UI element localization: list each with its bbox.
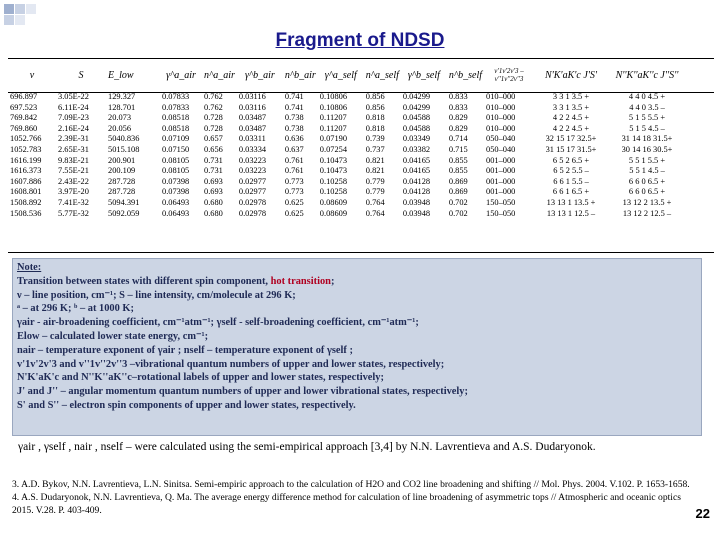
- table-cell: 7.09E-23: [58, 113, 89, 123]
- table-cell: 5 1 5 4.5 –: [629, 123, 665, 133]
- table-cell: 0.08105: [162, 166, 190, 176]
- table-cell: 0.773: [284, 187, 304, 197]
- table-cell: 5 1 5 5.5 +: [628, 113, 666, 123]
- table-cell: 128.701: [108, 102, 136, 112]
- table-cell: 1508.536: [10, 208, 42, 218]
- table-cell: 0.833: [448, 92, 468, 101]
- table-cell: 3 3 1 3.5 +: [552, 92, 590, 101]
- table-cell: 1052.766: [10, 134, 42, 144]
- table-row: [8, 134, 686, 145]
- note-line: v'1v'2v'3 and v''1v''2v''3 –vibrational quantum numbers of upper and lower states, respectively;: [17, 358, 445, 370]
- table-cell: 0.03116: [238, 92, 266, 101]
- table-bottom-rule: [8, 252, 714, 253]
- table-cell: 6.11E-24: [58, 102, 89, 112]
- table-cell: 4 2 2 4.5 +: [552, 113, 590, 123]
- table-cell: 0.07398: [162, 187, 190, 197]
- col-header: n^a_air: [204, 69, 235, 81]
- note-text: Transition between states with different spin component,: [17, 275, 271, 287]
- note-line: J' and J'' – angular momentum quantum numbers of upper and lower vibrational states, respectively;: [17, 386, 468, 398]
- table-cell: 5 5 1 5.5 +: [628, 155, 666, 165]
- table-cell: 0.06493: [162, 197, 190, 207]
- table-cell: 696.897: [10, 92, 38, 101]
- ndsd-table: [8, 58, 686, 219]
- table-cell: 0.06493: [162, 208, 190, 218]
- table-cell: 0.737: [365, 144, 385, 154]
- corner-square-decoration: [4, 15, 14, 25]
- table-cell: 0.10473: [319, 155, 347, 165]
- table-cell: 1052.783: [10, 144, 42, 154]
- col-header: ν: [29, 69, 35, 81]
- table-cell: 0.818: [365, 113, 385, 123]
- table-cell: 13 13 1 12.5 –: [546, 208, 596, 218]
- table-cell: 32 15 17 32.5+: [545, 134, 597, 144]
- table-row: [8, 177, 686, 188]
- table-cell: 0.714: [448, 134, 468, 144]
- table-cell: 0.779: [365, 176, 385, 186]
- table-row: [8, 124, 686, 135]
- col-header: v'1v'2v'3 – v''1v''2v''3: [494, 67, 524, 83]
- table-cell: 0.03223: [238, 155, 267, 165]
- col-header: E_low: [108, 69, 134, 81]
- table-cell: 4 4 0 3.5 –: [629, 102, 665, 112]
- table-cell: 0.636: [284, 134, 304, 144]
- table-cell: 0.741: [284, 92, 304, 101]
- corner-square-decoration: [15, 15, 25, 25]
- table-cell: 0.762: [204, 92, 223, 101]
- table-cell: 0.656: [204, 144, 223, 154]
- col-header: N''K''aK''c J''S'': [615, 69, 679, 81]
- table-cell: 0.04165: [402, 155, 431, 165]
- corner-square-decoration: [4, 4, 14, 14]
- table-cell: 0.07150: [162, 144, 190, 154]
- note-line: S' and S'' – electron spin components of upper and lower states, respectively.: [17, 399, 356, 411]
- table-cell: 0.10258: [319, 176, 347, 186]
- table-cell: 5040.836: [108, 134, 140, 144]
- table-cell: 0.821: [365, 166, 385, 176]
- table-cell: 0.03116: [238, 102, 266, 112]
- col-header: γ^b_air: [244, 69, 275, 81]
- table-cell: 769.860: [10, 123, 38, 133]
- table-cell: 31 15 17 31.5+: [545, 144, 597, 154]
- table-cell: 5015.108: [108, 144, 140, 154]
- table-cell: 5 5 1 4.5 –: [629, 166, 665, 176]
- table-cell: 0.07833: [162, 102, 190, 112]
- table-cell: 0.07254: [319, 144, 347, 154]
- table-cell: 0.856: [365, 92, 385, 101]
- table-cell: 13 12 2 12.5 –: [622, 208, 672, 218]
- table-cell: 6 6 0 6.5 +: [628, 176, 666, 186]
- table-cell: 0.738: [284, 123, 304, 133]
- table-cell: 0.829: [448, 123, 468, 133]
- table-cell: 6 5 2 5.5 –: [553, 166, 589, 176]
- table-cell: 0.764: [365, 208, 385, 218]
- table-cell: 3.05E-22: [58, 92, 89, 101]
- table-cell: 0.779: [365, 187, 385, 197]
- col-header: N'K'aK'c J'S': [544, 69, 598, 81]
- table-cell: 30 14 16 30.5+: [621, 144, 673, 154]
- note-line: Elow – calculated lower state energy, cm⁻¹;: [17, 330, 209, 342]
- table-cell: 6 5 2 6.5 +: [552, 155, 590, 165]
- note-heading: Note:: [17, 262, 42, 273]
- note-text: ;: [330, 275, 335, 287]
- table-cell: 287.728: [108, 176, 136, 186]
- table-cell: 0.03948: [402, 208, 431, 218]
- table-cell: 0.693: [204, 187, 223, 197]
- table-cell: 0.04299: [402, 102, 431, 112]
- table-cell: 0.869: [448, 176, 468, 186]
- table-cell: 2.65E-31: [58, 144, 89, 154]
- table-cell: 010–000: [486, 123, 516, 133]
- reference-item: 4. A.S. Dudaryonok, N.N. Lavrentieva, Q. Ma. The average energy difference method for calculation of line broadening of asymmetric tops // Atmospheric and oceanic optics 2015. V.28. P. 403-409.: [12, 492, 681, 516]
- table-cell: 5094.391: [108, 197, 140, 207]
- table-row: [8, 209, 686, 220]
- table-cell: 0.08609: [319, 208, 347, 218]
- table-cell: 0.818: [365, 123, 385, 133]
- table-cell: 0.03334: [238, 144, 267, 154]
- table-cell: 0.02978: [238, 197, 267, 207]
- table-cell: 7.41E-32: [58, 197, 89, 207]
- table-cell: 1616.373: [10, 166, 42, 176]
- table-cell: 1616.199: [10, 155, 42, 165]
- table-cell: 001–000: [486, 166, 516, 176]
- table-cell: 0.07833: [162, 92, 190, 101]
- table-cell: 0.693: [204, 176, 223, 186]
- table-cell: 7.55E-21: [58, 166, 89, 176]
- table-cell: 0.761: [284, 166, 304, 176]
- table-cell: 0.833: [448, 102, 468, 112]
- table-row: [8, 103, 686, 114]
- table-cell: 010–000: [486, 92, 516, 101]
- table-cell: 0.02977: [238, 187, 267, 197]
- table-cell: 0.702: [448, 197, 468, 207]
- table-cell: 0.762: [204, 102, 223, 112]
- table-cell: 20.056: [108, 123, 132, 133]
- table-row: [8, 166, 686, 177]
- table-cell: 20.073: [108, 113, 132, 123]
- table-cell: 200.901: [108, 155, 136, 165]
- table-cell: 200.109: [108, 166, 136, 176]
- note-box: [12, 258, 702, 436]
- note-line: [17, 275, 697, 289]
- hot-transition-label: hot transition: [270, 275, 331, 287]
- table-cell: 0.04128: [402, 176, 431, 186]
- table-cell: 31 14 18 31.5+: [621, 134, 673, 144]
- table-cell: 0.728: [204, 123, 223, 133]
- table-row: [8, 187, 686, 198]
- table-cell: 0.08518: [162, 113, 190, 123]
- table-cell: 0.702: [448, 208, 468, 218]
- table-cell: 0.625: [284, 208, 304, 218]
- table-cell: 0.03487: [238, 123, 267, 133]
- table-cell: 0.07398: [162, 176, 190, 186]
- col-header: γ^a_air: [166, 69, 196, 81]
- corner-square-decoration: [15, 4, 25, 14]
- table-cell: 0.680: [204, 197, 223, 207]
- footnote: γair , γself , nair , nself – were calculated using the semi-empirical approach [3,4] by N.N. Lavrentieva and A.S. Dudaryonok.: [18, 441, 596, 453]
- table-cell: 13 13 1 13.5 +: [546, 197, 596, 207]
- table-row: [8, 198, 686, 209]
- table-cell: 0.04588: [402, 123, 431, 133]
- page-number: 22: [695, 506, 710, 521]
- table-cell: 0.773: [284, 176, 304, 186]
- table-cell: 0.731: [204, 166, 223, 176]
- table-cell: 0.04128: [402, 187, 431, 197]
- table-cell: 0.625: [284, 197, 304, 207]
- table-cell: 6 6 1 5.5 –: [553, 176, 589, 186]
- table-cell: 001–000: [486, 187, 516, 197]
- table-cell: 2.39E-31: [58, 134, 89, 144]
- note-line: ν – line position, cm⁻¹; S – line intensity, cm/molecule at 296 K;: [17, 289, 296, 301]
- table-cell: 1508.892: [10, 197, 42, 207]
- table-cell: 13 12 2 13.5 +: [622, 197, 672, 207]
- table-cell: 129.327: [108, 92, 136, 101]
- table-cell: 0.739: [365, 134, 385, 144]
- slide-title: Fragment of NDSD: [275, 30, 445, 51]
- table-cell: 1608.801: [10, 187, 42, 197]
- col-header: n^b_self: [448, 69, 482, 81]
- table-cell: 0.02978: [238, 208, 267, 218]
- table-cell: 769.842: [10, 113, 38, 123]
- table-cell: 0.829: [448, 113, 468, 123]
- table-cell: 0.855: [448, 155, 468, 165]
- table-cell: 0.731: [204, 155, 223, 165]
- table-cell: 5092.059: [108, 208, 140, 218]
- table-cell: 0.11207: [319, 123, 347, 133]
- table-cell: 0.07109: [162, 134, 190, 144]
- table-cell: 0.07190: [319, 134, 347, 144]
- note-line: ᵃ – at 296 K; ᵇ – at 1000 K;: [17, 303, 134, 315]
- table-cell: 0.04165: [402, 166, 431, 176]
- table-cell: 2.43E-22: [58, 176, 89, 186]
- table-cell: 001–000: [486, 155, 516, 165]
- table-cell: 0.03382: [402, 144, 431, 154]
- table-cell: 150–050: [486, 208, 516, 218]
- table-cell: 0.869: [448, 187, 468, 197]
- table-cell: 0.855: [448, 166, 468, 176]
- table-cell: 4 2 2 4.5 +: [552, 123, 590, 133]
- table-row: [8, 156, 686, 167]
- table-cell: 6 6 1 6.5 +: [552, 187, 590, 197]
- references: [12, 478, 692, 517]
- table-body: [8, 92, 686, 219]
- table-cell: 287.728: [108, 187, 136, 197]
- reference-item: 3. A.D. Bykov, N.N. Lavrentieva, L.N. Sinitsa. Semi-empiric approach to the calculation of H2O and CO2 line broadening and shifting // Mol. Phys. 2004. V.102. P. 1653-1658.: [12, 479, 690, 490]
- table-cell: 0.03349: [402, 134, 431, 144]
- table-cell: 0.08105: [162, 155, 190, 165]
- table-cell: 0.03311: [238, 134, 266, 144]
- col-header: γ^a_self: [324, 69, 357, 81]
- col-header: n^a_self: [365, 69, 399, 81]
- table-row: [8, 92, 686, 103]
- table-cell: 9.83E-21: [58, 155, 89, 165]
- table-cell: 0.10258: [319, 187, 347, 197]
- table-cell: 050–040: [486, 134, 516, 144]
- table-row: [8, 145, 686, 156]
- table-cell: 0.08518: [162, 123, 190, 133]
- table-cell: 0.761: [284, 155, 304, 165]
- table-cell: 0.741: [284, 102, 304, 112]
- table-cell: 0.11207: [319, 113, 347, 123]
- table-cell: 0.10806: [319, 102, 347, 112]
- table-cell: 001–000: [486, 176, 516, 186]
- col-header: S: [78, 69, 84, 81]
- note-line: γair - air-broadening coefficient, cm⁻¹atm⁻¹; γself - self-broadening coefficient, cm⁻¹atm⁻¹;: [17, 317, 419, 329]
- col-header: n^b_air: [284, 69, 316, 81]
- table-cell: 0.03948: [402, 197, 431, 207]
- table-cell: 6 6 0 6.5 +: [628, 187, 666, 197]
- table-cell: 5.77E-32: [58, 208, 89, 218]
- table-cell: 050–040: [486, 144, 516, 154]
- table-cell: 0.10473: [319, 166, 347, 176]
- table-cell: 2.16E-24: [58, 123, 89, 133]
- table-cell: 3 3 1 3.5 +: [552, 102, 590, 112]
- table-cell: 697.523: [10, 102, 38, 112]
- table-cell: 0.08609: [319, 197, 347, 207]
- table-cell: 150–050: [486, 197, 516, 207]
- table-cell: 0.04299: [402, 92, 431, 101]
- table-cell: 0.10806: [319, 92, 347, 101]
- table-cell: 0.03487: [238, 113, 267, 123]
- table-cell: 3.97E-20: [58, 187, 89, 197]
- table-cell: 0.637: [284, 144, 304, 154]
- table-cell: 0.657: [204, 134, 223, 144]
- col-header: γ^b_self: [407, 69, 440, 81]
- table-cell: 0.728: [204, 113, 223, 123]
- table-cell: 0.856: [365, 102, 385, 112]
- table-cell: 0.738: [284, 113, 304, 123]
- table-cell: 0.821: [365, 155, 385, 165]
- table-cell: 0.715: [448, 144, 468, 154]
- table-cell: 0.04588: [402, 113, 431, 123]
- note-line: N'K'aK'c and N''K''aK''c–rotational labels of upper and lower states, respectively;: [17, 372, 384, 384]
- table-cell: 0.03223: [238, 166, 267, 176]
- table-row: [8, 113, 686, 124]
- note-line: nair – temperature exponent of γair ; nself – temperature exponent of γself ;: [17, 344, 353, 356]
- corner-square-decoration: [26, 4, 36, 14]
- table-header-row: [8, 58, 686, 92]
- table-cell: 0.764: [365, 197, 385, 207]
- table-cell: 0.680: [204, 208, 223, 218]
- table-cell: 0.02977: [238, 176, 267, 186]
- table-cell: 010–000: [486, 102, 516, 112]
- table-cell: 4 4 0 4.5 +: [628, 92, 666, 101]
- table-cell: 010–000: [486, 113, 516, 123]
- table-cell: 1607.886: [10, 176, 42, 186]
